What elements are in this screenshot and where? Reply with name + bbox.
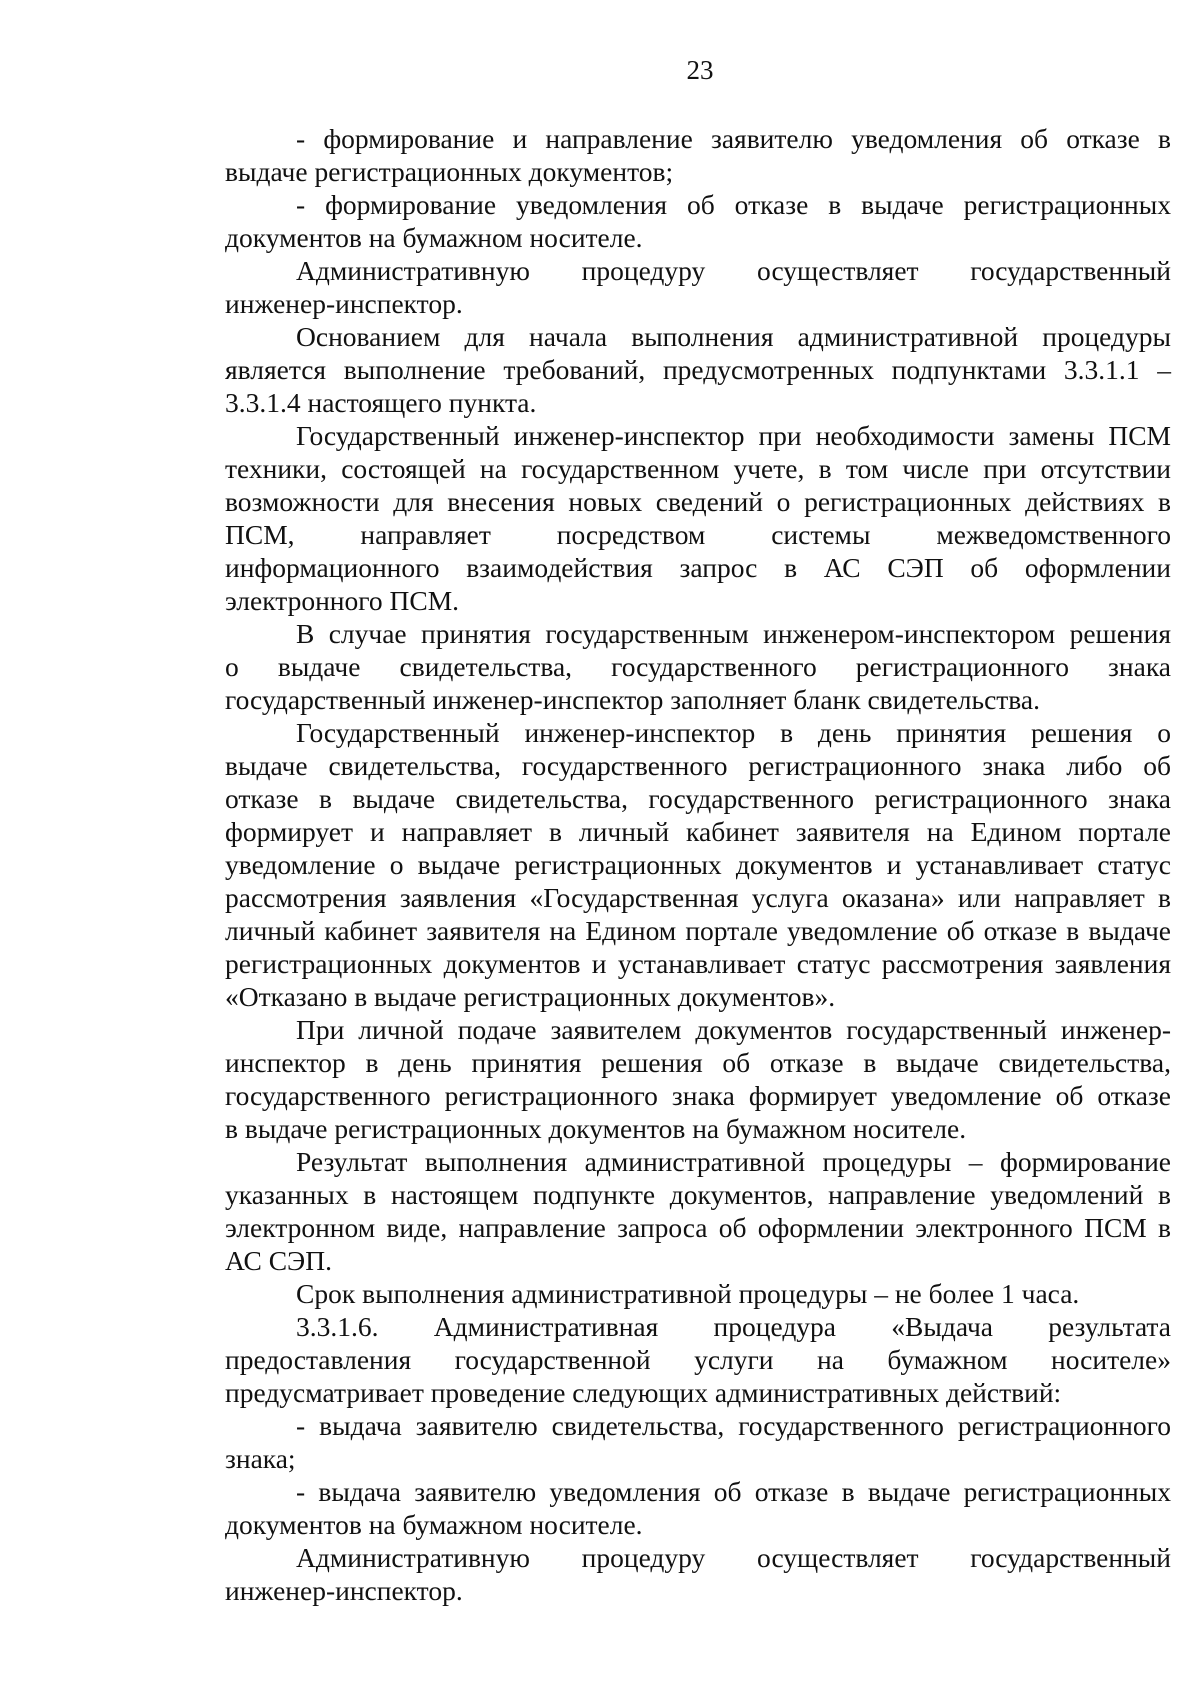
text-line: о выдаче свидетельства, государственного регистрационного знака [225, 651, 1171, 682]
text-line: - выдача заявителю уведомления об отказе в выдаче регистрационных [296, 1476, 1171, 1507]
text-line: государственный инженер-инспектор заполняет бланк свидетельства. [225, 684, 1040, 715]
text-line: личный кабинет заявителя на Едином портале уведомление об отказе в выдаче [225, 915, 1171, 946]
text-line: электронного ПСМ. [225, 585, 460, 616]
text-line: отказе в выдаче свидетельства, государственного регистрационного знака [225, 783, 1171, 814]
text-line: формирует и направляет в личный кабинет заявителя на Едином портале [225, 816, 1171, 847]
text-line: АС СЭП. [225, 1245, 332, 1276]
document-body [225, 122, 1171, 1607]
text-line: предоставления государственной услуги на бумажном носителе» [225, 1344, 1171, 1375]
text-line: техники, состоящей на государственном учете, в том числе при отсутствии [225, 453, 1171, 484]
text-line: При личной подаче заявителем документов государственный инженер- [296, 1014, 1171, 1045]
text-line: рассмотрения заявления «Государственная услуга оказана» или направляет в [225, 882, 1171, 913]
text-line: Основанием для начала выполнения административной процедуры [296, 321, 1171, 352]
text-line: информационного взаимодействия запрос в АС СЭП об оформлении [225, 552, 1171, 583]
text-line: уведомление о выдаче регистрационных документов и устанавливает статус [225, 849, 1171, 880]
page-number: 23 [686, 55, 714, 85]
text-line: является выполнение требований, предусмотренных подпунктами 3.3.1.1 – [225, 354, 1171, 385]
text-line: знака; [225, 1443, 296, 1474]
text-line: «Отказано в выдаче регистрационных документов». [225, 981, 836, 1012]
text-line: инспектор в день принятия решения об отказе в выдаче свидетельства, [225, 1047, 1171, 1078]
text-line: инженер-инспектор. [225, 1575, 463, 1606]
text-line: государственного регистрационного знака формирует уведомление об отказе [225, 1080, 1171, 1111]
text-line: - формирование уведомления об отказе в выдаче регистрационных [296, 189, 1171, 220]
text-line: электронном виде, направление запроса об оформлении электронного ПСМ в [225, 1212, 1171, 1243]
text-line: Результат выполнения административной процедуры – формирование [296, 1146, 1171, 1177]
text-line: 3.3.1.4 настоящего пункта. [225, 387, 537, 418]
text-line: В случае принятия государственным инженером-инспектором решения [296, 618, 1171, 649]
text-line: 3.3.1.6. Административная процедура «Выдача результата [296, 1311, 1171, 1342]
text-line: документов на бумажном носителе. [225, 1509, 643, 1540]
text-line: указанных в настоящем подпункте документов, направление уведомлений в [225, 1179, 1171, 1210]
text-line: документов на бумажном носителе. [225, 222, 643, 253]
text-line: в выдаче регистрационных документов на бумажном носителе. [225, 1113, 967, 1144]
text-line: выдаче свидетельства, государственного регистрационного знака либо об [225, 750, 1171, 781]
text-line: ПСМ, направляет посредством системы межведомственного [225, 519, 1171, 550]
text-line: Государственный инженер-инспектор в день принятия решения о [296, 717, 1171, 748]
text-line: предусматривает проведение следующих административных действий: [225, 1377, 1062, 1408]
text-line: инженер-инспектор. [225, 288, 463, 319]
text-line: Административную процедуру осуществляет государственный [296, 1542, 1171, 1573]
text-line: - формирование и направление заявителю уведомления об отказе в [296, 123, 1171, 154]
text-line: возможности для внесения новых сведений о регистрационных действиях в [225, 486, 1171, 517]
text-line: выдаче регистрационных документов; [225, 156, 674, 187]
text-line: Государственный инженер-инспектор при необходимости замены ПСМ [296, 420, 1171, 451]
text-line: Административную процедуру осуществляет государственный [296, 255, 1171, 286]
text-line: - выдача заявителю свидетельства, государственного регистрационного [296, 1410, 1171, 1441]
text-line: регистрационных документов и устанавливает статус рассмотрения заявления [225, 948, 1171, 979]
text-line: Срок выполнения административной процедуры – не более 1 часа. [296, 1278, 1080, 1309]
